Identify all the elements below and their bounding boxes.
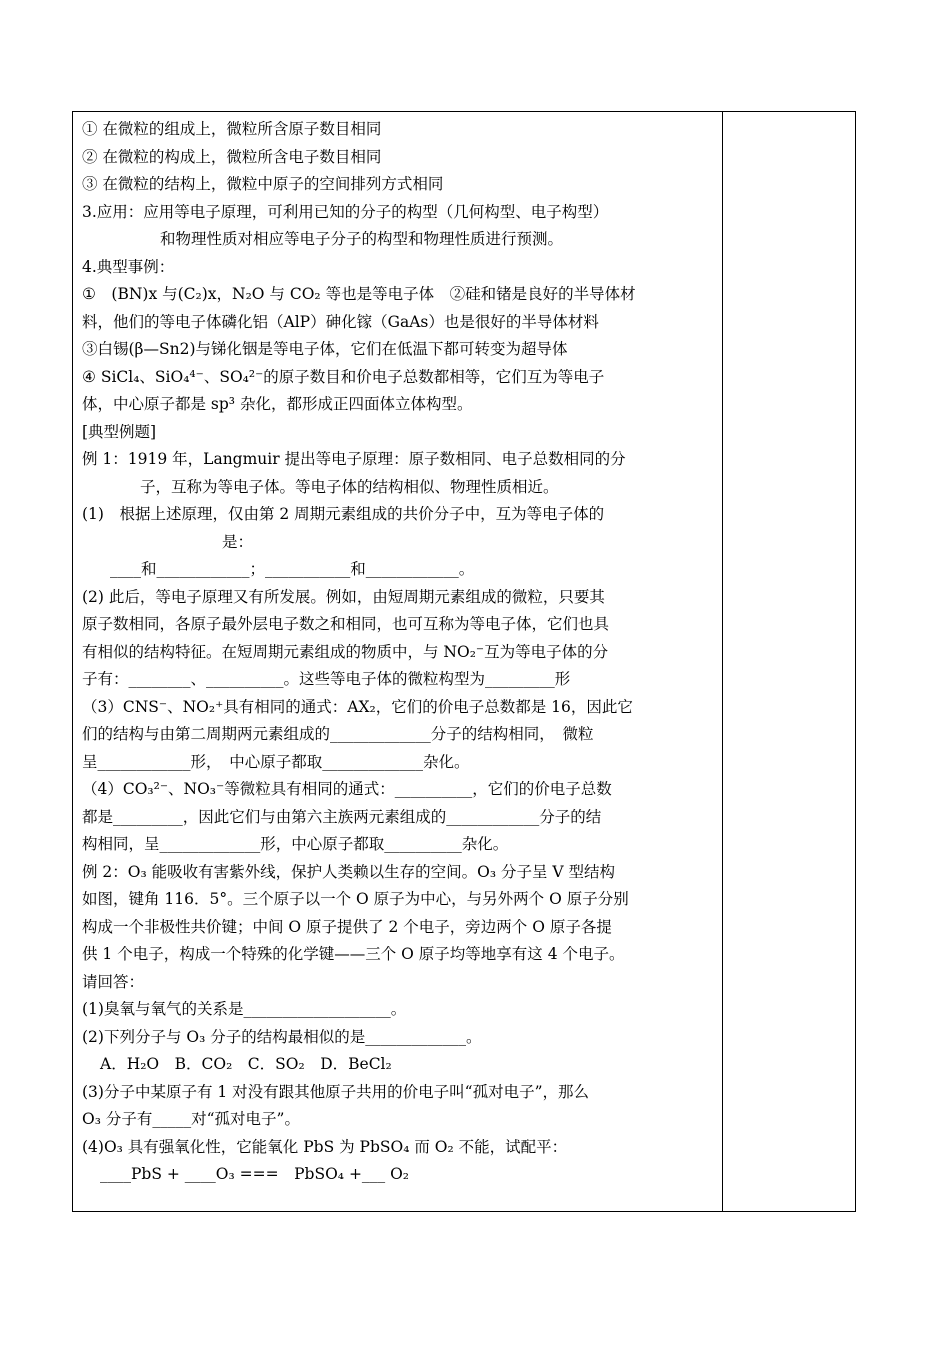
text-line: (1) 根据上述原理，仅由第 2 周期元素组成的共价分子中，互为等电子体的	[82, 505, 605, 523]
fill-in-line: 构相同，呈_____________形，中心原子都取__________杂化。	[82, 835, 509, 853]
text-line: 例 1：1919 年，Langmuir 提出等电子原理：原子数相同、电子总数相同的分	[82, 450, 626, 468]
text-line: 供 1 个电子，构成一个特殊的化学键——三个 O 原子均等地享有这 4 个电子。	[82, 945, 625, 963]
fill-in-line: (1)臭氧与氧气的关系是___________________。	[82, 1000, 407, 1018]
text-line: 有相似的结构特征。在短周期元素组成的物质中，与 NO₂⁻互为等电子体的分	[82, 642, 609, 661]
text-line: （3）CNS⁻、NO₂⁺具有相同的通式：AX₂，它们的价电子总数都是 16，因此它	[82, 697, 633, 716]
text-line: 和物理性质对相应等电子分子的构型和物理性质进行预测。	[160, 230, 564, 248]
equation-line: ____PbS + ____O₃ === PbSO₄ +___ O₂	[100, 1165, 410, 1183]
text-line: 3.应用：应用等电子原理，可利用已知的分子的构型（几何构型、电子构型）	[82, 202, 609, 221]
text-line: 请回答：	[82, 972, 145, 991]
worksheet-table	[72, 111, 856, 1212]
text-line: 例 2：O₃ 能吸收有害紫外线，保护人类赖以生存的空间。O₃ 分子呈 V 型结构	[82, 862, 616, 881]
text-line: 4.典型事例：	[82, 257, 175, 276]
section-heading: [典型例题]	[82, 422, 157, 441]
content-cell	[73, 112, 723, 1211]
text-line: (4)O₃ 具有强氧化性，它能氧化 PbS 为 PbSO₄ 而 O₂ 不能，试配平：	[82, 1137, 568, 1156]
fill-in-line: 都是_________，因此它们与由第六主族两元素组成的____________分子的结	[82, 807, 602, 826]
notes-cell	[723, 112, 855, 1211]
fill-in-line: ____和____________；___________和____________。	[110, 560, 475, 578]
text-line: 是：	[222, 532, 254, 551]
text-line: ② 在微粒的构成上，微粒所含电子数目相同	[82, 147, 382, 166]
text-line: 料，他们的等电子体磷化铝（AlP）砷化镓（GaAs）也是很好的半导体材料	[82, 312, 599, 331]
text-line: 体，中心原子都是 sp³ 杂化，都形成正四面体立体构型。	[82, 395, 473, 413]
text-line: 构成一个非极性共价键；中间 O 原子提供了 2 个电子，旁边两个 O 原子各提	[82, 917, 612, 936]
text-line: 子，互称为等电子体。等电子体的结构相似、物理性质相近。	[140, 477, 559, 496]
text-line: ③ 在微粒的结构上，微粒中原子的空间排列方式相同	[82, 175, 444, 193]
options-line: A．H₂O B．CO₂ C．SO₂ D．BeCl₂	[100, 1055, 392, 1073]
text-line: ① 在微粒的组成上，微粒所含原子数目相同	[82, 120, 382, 138]
text-line: (3)分子中某原子有 1 对没有跟其他原子共用的价电子叫“孤对电子”，那么	[82, 1082, 590, 1101]
text-line: ① (BN)x 与(C₂)x，N₂O 与 CO₂ 等也是等电子体 ②硅和锗是良好的半导体材	[82, 285, 636, 303]
text-line: ③白锡(β—Sn2)与锑化铟是等电子体，它们在低温下都可转变为超导体	[82, 340, 568, 358]
fill-in-line: 呈____________形， 中心原子都取_____________杂化。	[82, 752, 470, 771]
fill-in-line: 们的结构与由第二周期两元素组成的_____________分子的结构相同， 微粒	[82, 725, 594, 743]
text-line: 如图，键角 116．5°。三个原子以一个 O 原子为中心，与另外两个 O 原子分别	[82, 890, 629, 908]
fill-in-line: (2)下列分子与 O₃ 分子的结构最相似的是_____________。	[82, 1027, 482, 1046]
fill-in-line: 子有：________、__________。这些等电子体的微粒构型为_________形	[82, 670, 571, 688]
fill-in-line: O₃ 分子有_____对“孤对电子”。	[82, 1110, 300, 1128]
text-line: 原子数相同，各原子最外层电子数之和相同，也可互称为等电子体，它们也具	[82, 615, 610, 633]
fill-in-line: （4）CO₃²⁻、NO₃⁻等微粒具有相同的通式：__________，它们的价电子总数	[82, 780, 612, 798]
text-line: (2) 此后，等电子原理又有所发展。例如，由短周期元素组成的微粒，只要其	[82, 587, 605, 606]
text-line: ④ SiCl₄、SiO₄⁴⁻、SO₄²⁻的原子数目和价电子总数都相等，它们互为等电子	[82, 367, 605, 386]
